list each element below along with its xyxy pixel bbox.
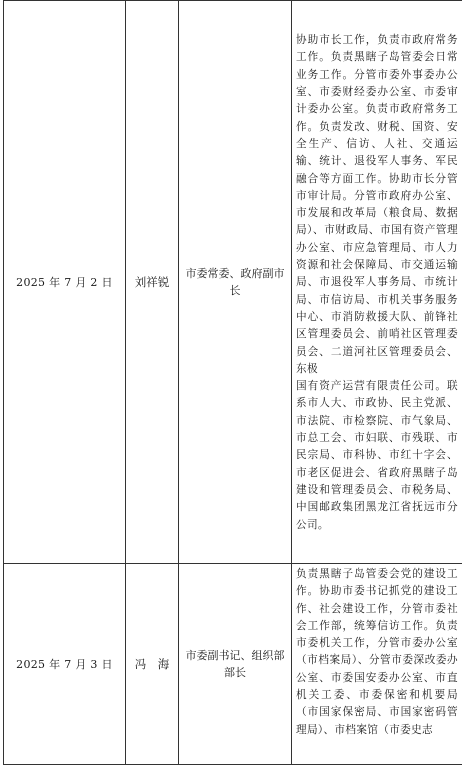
position-cell: 市委副书记、组织部部长 [179,564,292,765]
duties-cell [292,564,462,765]
schedule-sheet [3,0,458,751]
date-cell: 2025 年 7 月 2 日 [4,1,126,564]
duties-paragraph: 负责黑瞎子岛管委会党的建设工作。协助市委书记抓党的建设工作、社会建设工作，分管市委社会工作部，统筹信访工作。负责市委机关工作，分管市委办公室（市档案局）、分管市委深改委办公室、市委国安委办公室、市直机关工委、市委保密和机要局（市国家保密局、市国家密码管理局）、市档案馆（市委史志 [296,566,458,739]
duties-paragraph: 协助市长工作，负责市政府常务工作。负责黑瞎子岛管委会日常业务工作。分管市委外事委办公室、市委财经委办公室、市委审计委办公室。负责市政府常务工作。负责发改、财税、国资、安全生产、信访、人社、交通运输、统计、退役军人事务、军民融合等方面工作。协助市长分管市审计局。分管市政府办公室、市发展和改革局（粮食局、数据局）、市财政局、市国有资产管理办公室、市应急管理局、市人力资源和社会保障局、市交通运输局、市退役军人事务局、市统计局、市信访局、市机关事务服务中心、市消防救援大队、前锋社区管理委员会、前哨社区管理委员会、二道河社区管理委员会、东极 [296,32,458,378]
date-cell: 2025 年 7 月 3 日 [4,564,126,765]
duties-paragraph: 国有资产运营有限责任公司。联系市人大、市政协、民主党派、市法院、市检察院、市气象局、市总工会、市妇联、市残联、市民宗局、市科协、市红十字会、市老区促进会、省政府黑瞎子岛建设和管理委员会、市税务局、中国邮政集团黑龙江省抚远市分公司。 [296,378,458,534]
leader-duty-table [3,0,462,765]
duties-text [292,30,462,534]
name-cell: 刘祥锐 [126,1,179,564]
name-cell: 冯 海 [126,564,179,765]
table-row [4,564,462,765]
duties-cell [292,1,462,564]
position-cell: 市委常委、政府副市长 [179,1,292,564]
table-row [4,1,462,564]
duties-text [292,564,462,739]
